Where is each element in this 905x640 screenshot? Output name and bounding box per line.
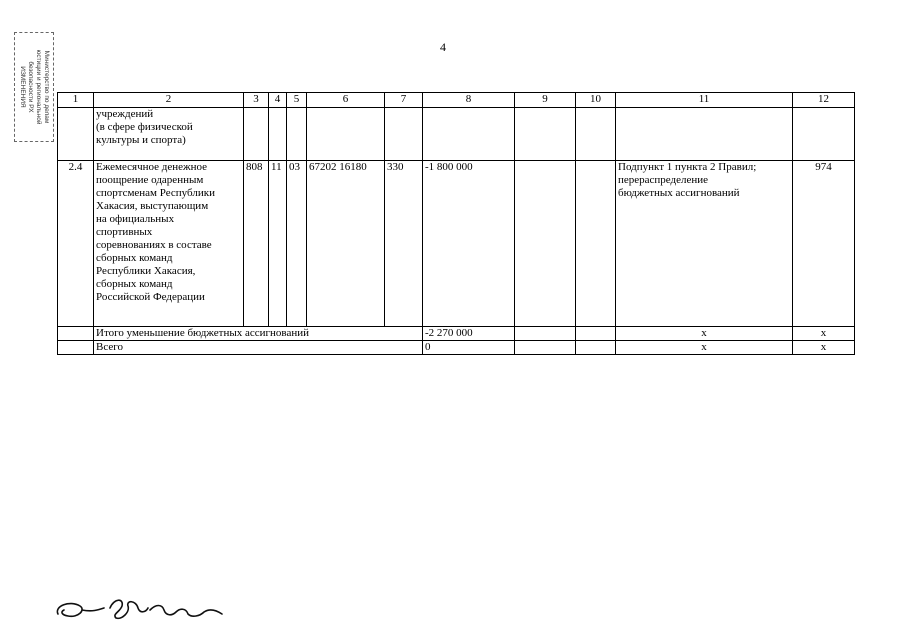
header-cell: 6 [307,93,385,108]
row-number: 2.4 [58,161,94,327]
header-cell: 3 [244,93,269,108]
header-cell: 7 [385,93,423,108]
budget-allocation-table [57,92,855,355]
cell-col3: 808 [244,161,269,327]
total-decrease-amount: -2 270 000 [423,327,515,341]
grand-total-label: Всего [94,341,423,355]
cell-col6: 67202 16180 [307,161,385,327]
cell-col4: 11 [269,161,287,327]
header-cell: 8 [423,93,515,108]
registration-stamp [14,32,54,142]
row-description: Ежемесячное денежное поощрение одаренным спортсменам Республики Хакасия, выступающим на официальных спортивных соревнованиях в составе сборных команд Республики Хакасия, сборных команд Российской Федерации [94,161,244,327]
cell-col7: 330 [385,161,423,327]
header-cell: 9 [515,93,576,108]
cell-col11: Подпункт 1 пункта 2 Правил; перераспределение бюджетных ассигнований [616,161,793,327]
cell-col9 [515,161,576,327]
header-cell: 10 [576,93,616,108]
header-cell: 5 [287,93,307,108]
total-decrease-label: Итого уменьшение бюджетных ассигнований [94,327,423,341]
row-description: учреждений (в сфере физической культуры и спорта) [94,108,244,161]
grand-total-col12: x [793,341,855,355]
total-decrease-col11: x [616,327,793,341]
header-cell: 1 [58,93,94,108]
header-cell: 11 [616,93,793,108]
header-cell: 2 [94,93,244,108]
cell-col12: 974 [793,161,855,327]
table-row-total-decrease [58,327,855,341]
grand-total-col11: x [616,341,793,355]
cell-col8: -1 800 000 [423,161,515,327]
page-number: 4 [440,40,446,54]
table-row-continued [58,108,855,161]
cell-col5: 03 [287,161,307,327]
header-cell: 4 [269,93,287,108]
table-row-2-4 [58,161,855,327]
handwritten-signature [52,588,232,628]
header-cell: 12 [793,93,855,108]
table-row-grand-total [58,341,855,355]
grand-total-amount: 0 [423,341,515,355]
total-decrease-col12: x [793,327,855,341]
table-header-row [58,93,855,108]
stamp-text: Министерство по делам юстиции и региональной безопасности РХ ИЗМЕНЕНИЯ [19,49,50,125]
cell-col10 [576,161,616,327]
